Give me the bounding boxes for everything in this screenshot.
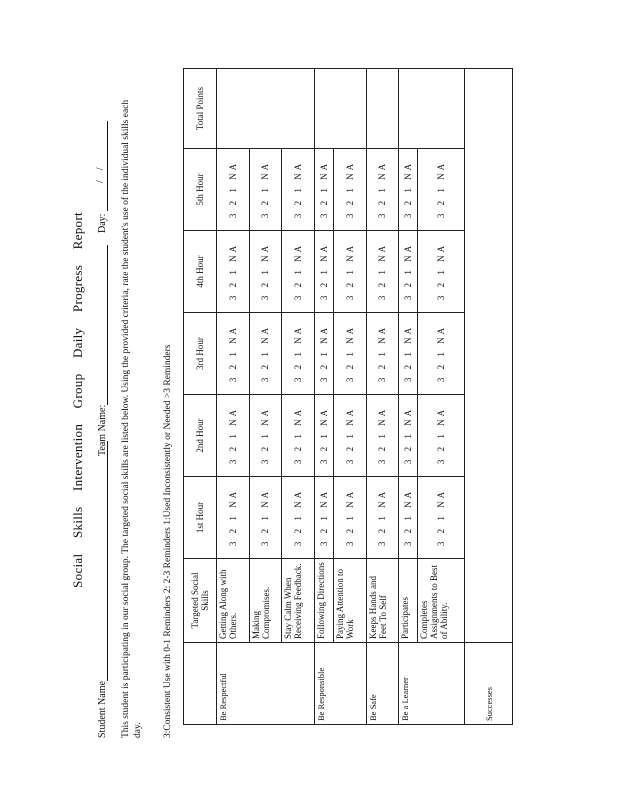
category-be-responsible: Be Responsible xyxy=(315,643,366,725)
rating-cell[interactable]: 3 2 1 NA xyxy=(216,313,249,395)
table-row xyxy=(399,69,418,725)
day-field[interactable]: Day: / / xyxy=(96,121,108,233)
skill-label: Completes Assignments to Best of Ability. xyxy=(417,559,464,643)
rating-cell[interactable]: 3 2 1 NA xyxy=(366,395,399,477)
rating-cell[interactable]: 3 2 1 NA xyxy=(366,231,399,313)
skill-label: Following Directions xyxy=(315,559,334,643)
rating-cell[interactable]: 3 2 1 NA xyxy=(249,231,282,313)
rating-cell[interactable]: 3 2 1 NA xyxy=(399,313,418,395)
table-row xyxy=(366,69,399,725)
rating-cell[interactable]: 3 2 1 NA xyxy=(417,231,464,313)
category-be-respectful: Be Respectful xyxy=(216,643,314,725)
header-total-points: Total Points xyxy=(184,69,217,149)
rating-scale: 3:Consistent Use with 0-1 Reminders 2: 2-3 Reminders 1:Used Inconsistently or Needed >3 Reminders xyxy=(163,344,173,738)
successes-row xyxy=(465,69,513,725)
skill-label: Getting Along with Others. xyxy=(216,559,249,643)
successes-label: Successes xyxy=(465,643,513,725)
table-row xyxy=(315,69,334,725)
header-hour-2: 2nd Hour xyxy=(184,395,217,477)
rating-cell[interactable]: 3 2 1 NA xyxy=(249,313,282,395)
rating-cell[interactable]: 3 2 1 NA xyxy=(366,313,399,395)
rating-cell[interactable]: 3 2 1 NA xyxy=(216,231,249,313)
rating-cell[interactable]: 3 2 1 NA xyxy=(282,313,315,395)
skill-label: Paying Attention to Work xyxy=(333,559,366,643)
rating-cell[interactable]: 3 2 1 NA xyxy=(366,477,399,559)
rating-cell[interactable]: 3 2 1 NA xyxy=(282,395,315,477)
skill-label: Participates xyxy=(399,559,418,643)
category-be-safe: Be Safe xyxy=(366,643,399,725)
skill-label: Stay Calm When Receiving Feedback. xyxy=(282,559,315,643)
page-title: Social Skills Intervention Group Daily Progress Report xyxy=(70,212,85,588)
rating-cell[interactable]: 3 2 1 NA xyxy=(282,231,315,313)
rating-cell[interactable]: 3 2 1 NA xyxy=(333,231,366,313)
table-row xyxy=(282,69,315,725)
table-row xyxy=(216,69,249,725)
skill-label: Making Compromises. xyxy=(249,559,282,643)
table-row xyxy=(249,69,282,725)
total-cell[interactable] xyxy=(366,69,399,149)
rating-cell[interactable]: 3 2 1 NA xyxy=(333,395,366,477)
rating-cell[interactable]: 3 2 1 NA xyxy=(249,477,282,559)
progress-table xyxy=(183,68,513,725)
header-hour-1: 1st Hour xyxy=(184,477,217,559)
category-be-a-learner: Be a Learner xyxy=(399,643,465,725)
table-row xyxy=(417,69,464,725)
rating-cell[interactable]: 3 2 1 NA xyxy=(399,477,418,559)
rating-cell[interactable]: 3 2 1 NA xyxy=(417,477,464,559)
rating-cell[interactable]: 3 2 1 NA xyxy=(315,477,334,559)
rating-cell[interactable]: 3 2 1 NA xyxy=(417,395,464,477)
rating-cell[interactable]: 3 2 1 NA xyxy=(282,477,315,559)
total-cell[interactable] xyxy=(399,69,465,149)
rating-cell[interactable]: 3 2 1 NA xyxy=(399,395,418,477)
rating-cell[interactable]: 3 2 1 NA xyxy=(315,313,334,395)
rating-cell[interactable]: 3 2 1 NA xyxy=(399,231,418,313)
team-name-field[interactable]: Team Name: xyxy=(96,245,108,456)
rating-cell[interactable]: 3 2 1 NA xyxy=(333,149,366,231)
header-hour-5: 5th Hour xyxy=(184,149,217,231)
total-cell[interactable] xyxy=(315,69,366,149)
rating-cell[interactable]: 3 2 1 NA xyxy=(249,395,282,477)
rating-cell[interactable]: 3 2 1 NA xyxy=(216,477,249,559)
rating-cell[interactable]: 3 2 1 NA xyxy=(333,313,366,395)
intro-text: This student is participating in our social group. The targeted social skills are listed below. Using the provided criteria, rate the student's use of the individual skills each day. xyxy=(121,99,143,738)
total-cell[interactable] xyxy=(216,69,314,149)
table-header-row xyxy=(184,69,217,725)
successes-field[interactable] xyxy=(465,69,513,643)
rating-cell[interactable]: 3 2 1 NA xyxy=(417,149,464,231)
rating-cell[interactable]: 3 2 1 NA xyxy=(216,395,249,477)
header-skills: Targeted Social Skills xyxy=(184,559,217,643)
header-hour-4: 4th Hour xyxy=(184,231,217,313)
rating-cell[interactable]: 3 2 1 NA xyxy=(315,149,334,231)
rating-cell[interactable]: 3 2 1 NA xyxy=(417,313,464,395)
rating-cell[interactable]: 3 2 1 NA xyxy=(333,477,366,559)
rating-cell[interactable]: 3 2 1 NA xyxy=(315,395,334,477)
skill-label: Keeps Hands and Feet To Self xyxy=(366,559,399,643)
header-hour-3: 3rd Hour xyxy=(184,313,217,395)
rating-cell[interactable]: 3 2 1 NA xyxy=(399,149,418,231)
table-row xyxy=(333,69,366,725)
rating-cell[interactable]: 3 2 1 NA xyxy=(366,149,399,231)
rating-cell[interactable]: 3 2 1 NA xyxy=(249,149,282,231)
rating-cell[interactable]: 3 2 1 NA xyxy=(315,231,334,313)
student-name-field[interactable]: Student Name xyxy=(96,441,108,738)
rating-cell[interactable]: 3 2 1 NA xyxy=(282,149,315,231)
rating-cell[interactable]: 3 2 1 NA xyxy=(216,149,249,231)
